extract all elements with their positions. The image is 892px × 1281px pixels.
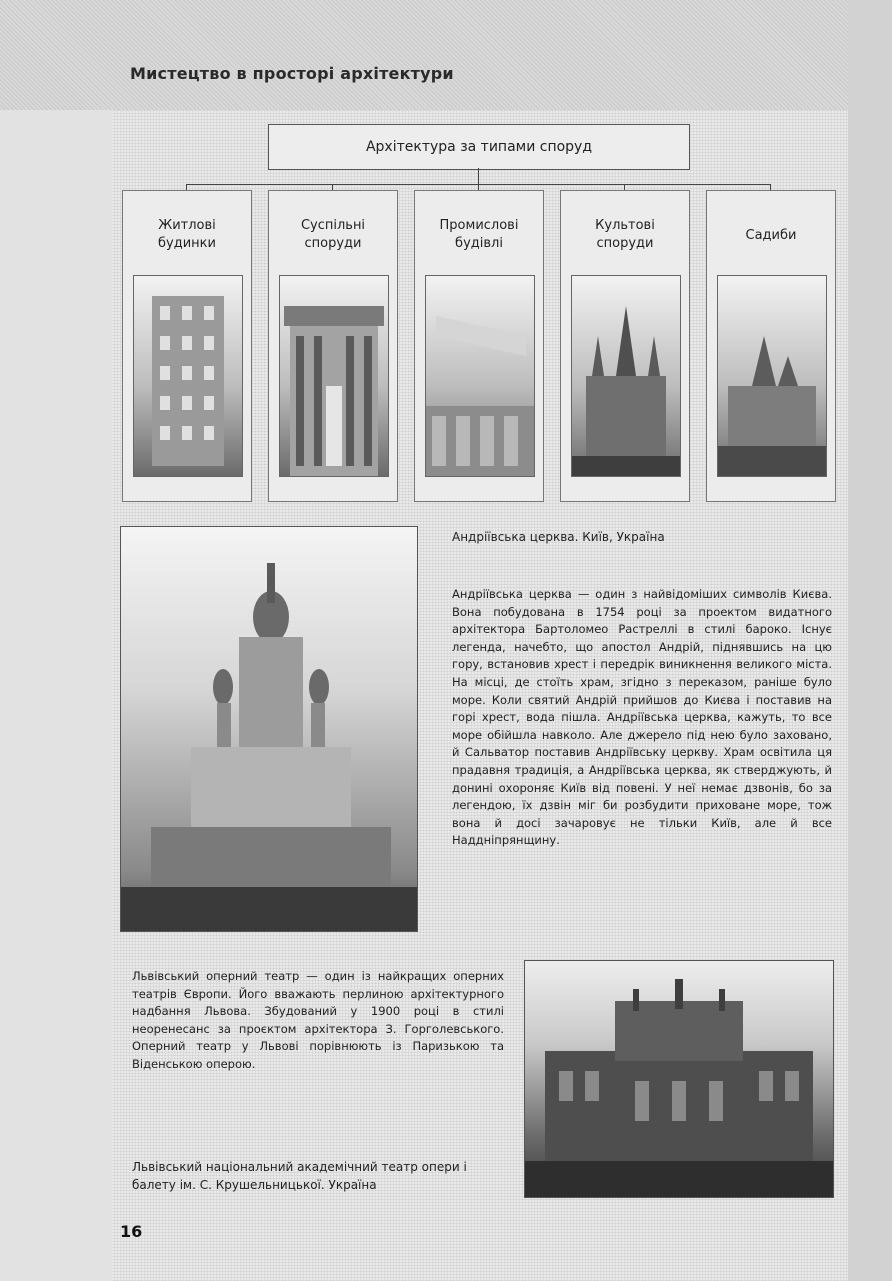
category-religious: [560, 190, 690, 502]
category-label: Промислові будівлі: [439, 218, 519, 251]
lviv-opera-photo: [524, 960, 834, 1198]
industrial-building-image: [426, 276, 534, 476]
opera-house-image: [525, 961, 833, 1197]
residential-photo: [133, 275, 243, 477]
andrew-church-photo: [120, 526, 418, 932]
category-label: Садиби: [745, 228, 797, 243]
left-margin: [0, 110, 112, 1281]
church-image: [121, 527, 417, 931]
category-label: Суспільні споруди: [300, 218, 366, 251]
category-public: [268, 190, 398, 502]
category-residential: [122, 190, 252, 502]
public-building-photo: [279, 275, 389, 477]
category-estates: [706, 190, 836, 502]
theatre-caption: Львівський національний академічний театр опери і балету ім. С. Крушельницької. Україна: [132, 1160, 467, 1192]
page-number: 16: [120, 1222, 143, 1241]
category-industrial: [414, 190, 544, 502]
church-description: Андріївська церква — один з найвідоміших символів Києва. Вона побудована в 1754 році за проектом видатного архітектора Бартоломео Растреллі в стилі бароко. Існує легенда, начебто, що апостол Андрій, піднявшись на цю гору, встановив хрест і передрік виникнення великого міста. На місці, де стоїть храм, згідно з переказом, раніше було море. Коли святий Андрій прийшов до Києва і поставив на горі хрест, вода пішла. Андріївська церква, кажуть, то все море обійшла навколо. Але джерело під нею було заховано, й Сальватор поставив Андріївську церкву. Храм освітила ця прадавня традиція, а Андріївська церква, як стверджують, й донині охороняє Київ від повені. У неї немає дзвонів, бо за легендою, їх дзвін міг би розбудити приховане море, тож вона й досі зачаровує не тільки Київ, але й все Наддніпрянщину.: [452, 587, 832, 848]
diagram-root-label: Архітектура за типами споруд: [365, 139, 593, 155]
religious-building-image: [572, 276, 680, 476]
church-caption: Андріївська церква. Київ, Україна: [452, 530, 665, 544]
category-label: Культові споруди: [595, 218, 655, 251]
page-title: Мистецтво в просторі архітектури: [130, 64, 454, 83]
header-band: [0, 0, 892, 110]
category-label: Житлові будинки: [158, 218, 216, 251]
margin-mark: [10, 596, 16, 614]
public-building-image: [280, 276, 388, 476]
estate-building-image: [718, 276, 826, 476]
diagram-root: [268, 124, 690, 170]
residential-building-image: [134, 276, 242, 476]
connector-trunk: [478, 168, 479, 184]
religious-building-photo: [571, 275, 681, 477]
theatre-description: Львівський оперний театр — один із найкращих оперних театрів Європи. Його вважають перлиною архітектурного надбання Львова. Збудований у 1900 році в стилі неоренесанс за проєктом архітектора З. Горголевського. Оперний театр у Львові порівнюють із Паризькою та Віденською оперою.: [132, 969, 504, 1071]
estate-photo: [717, 275, 827, 477]
right-margin: [848, 0, 892, 1281]
industrial-photo: [425, 275, 535, 477]
